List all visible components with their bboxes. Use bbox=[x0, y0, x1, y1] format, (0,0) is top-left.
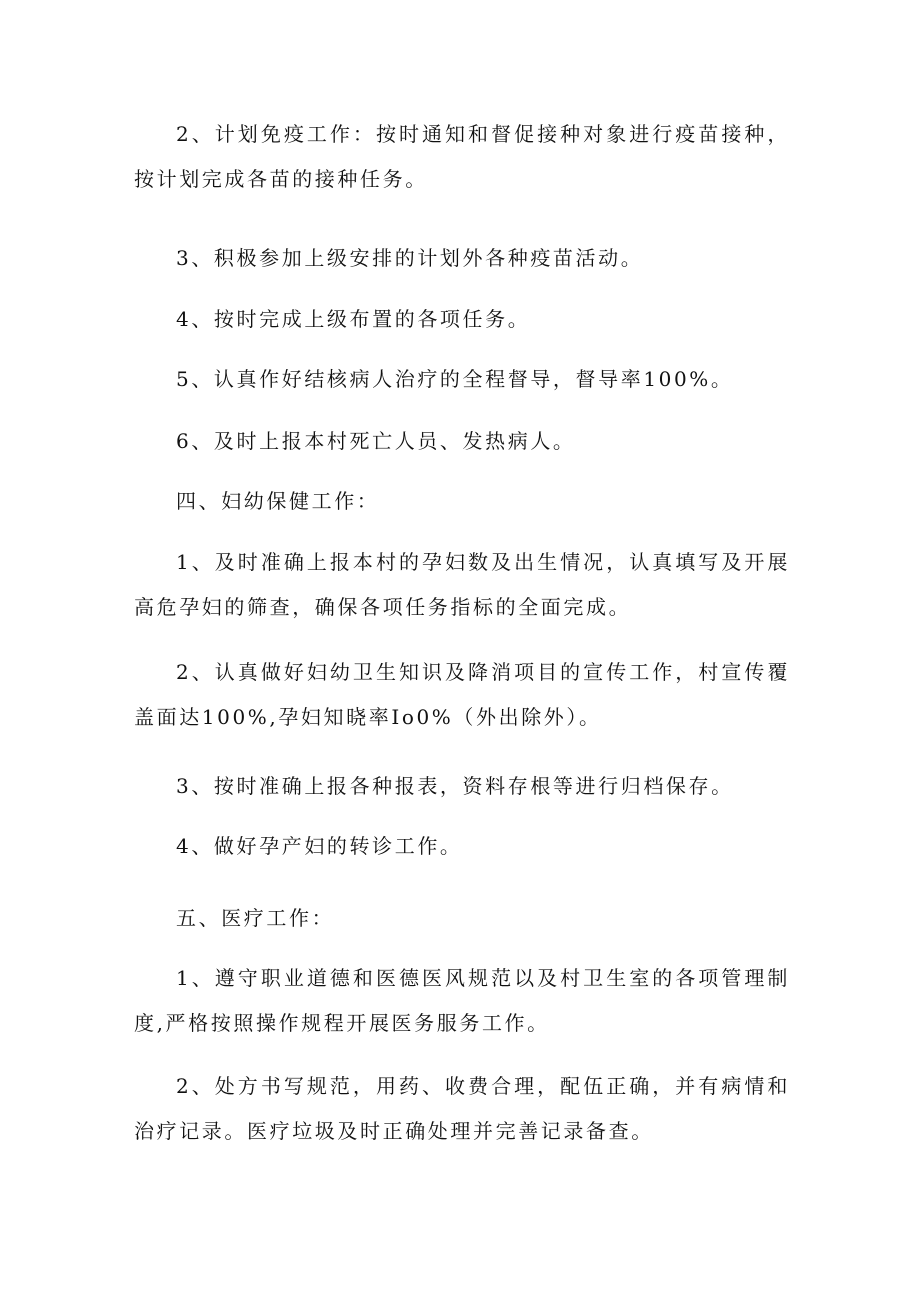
paragraph-health-publicity: 2、认真做好妇幼卫生知识及降消项目的宣传工作，村宣传覆盖面达100%,孕妇知晓率Io0%（外出除外）。 bbox=[134, 660, 790, 729]
paragraph-tuberculosis-supervision: 5、认真作好结核病人治疗的全程督导，督导率100%。 bbox=[176, 367, 734, 391]
heading-maternal-child-health: 四、妇幼保健工作： bbox=[176, 489, 380, 513]
paragraph-immunization-work: 2、计划免疫工作：按时通知和督促接种对象进行疫苗接种，按计划完成各苗的接种任务。 bbox=[134, 122, 790, 191]
paragraph-prescription-standards: 2、处方书写规范，用药、收费合理，配伍正确，并有病情和治疗记录。医疗垃圾及时正确处理并完善记录备查。 bbox=[134, 1074, 790, 1143]
paragraph-vaccine-activities: 3、积极参加上级安排的计划外各种疫苗活动。 bbox=[176, 246, 644, 270]
paragraph-professional-ethics: 1、遵守职业道德和医德医风规范以及村卫生室的各项管理制度,严格按照操作规程开展医务服务工作。 bbox=[134, 966, 790, 1035]
heading-medical-work: 五、医疗工作： bbox=[176, 906, 335, 930]
paragraph-report-forms: 3、按时准确上报各种报表，资料存根等进行归档保存。 bbox=[176, 774, 734, 798]
paragraph-referral-work: 4、做好孕产妇的转诊工作。 bbox=[176, 834, 463, 858]
paragraph-report-deaths: 6、及时上报本村死亡人员、发热病人。 bbox=[176, 429, 576, 453]
paragraph-pregnant-women-report: 1、及时准确上报本村的孕妇数及出生情况，认真填写及开展高危孕妇的筛查，确保各项任务指标的全面完成。 bbox=[134, 550, 790, 619]
paragraph-complete-tasks: 4、按时完成上级布置的各项任务。 bbox=[176, 307, 531, 331]
